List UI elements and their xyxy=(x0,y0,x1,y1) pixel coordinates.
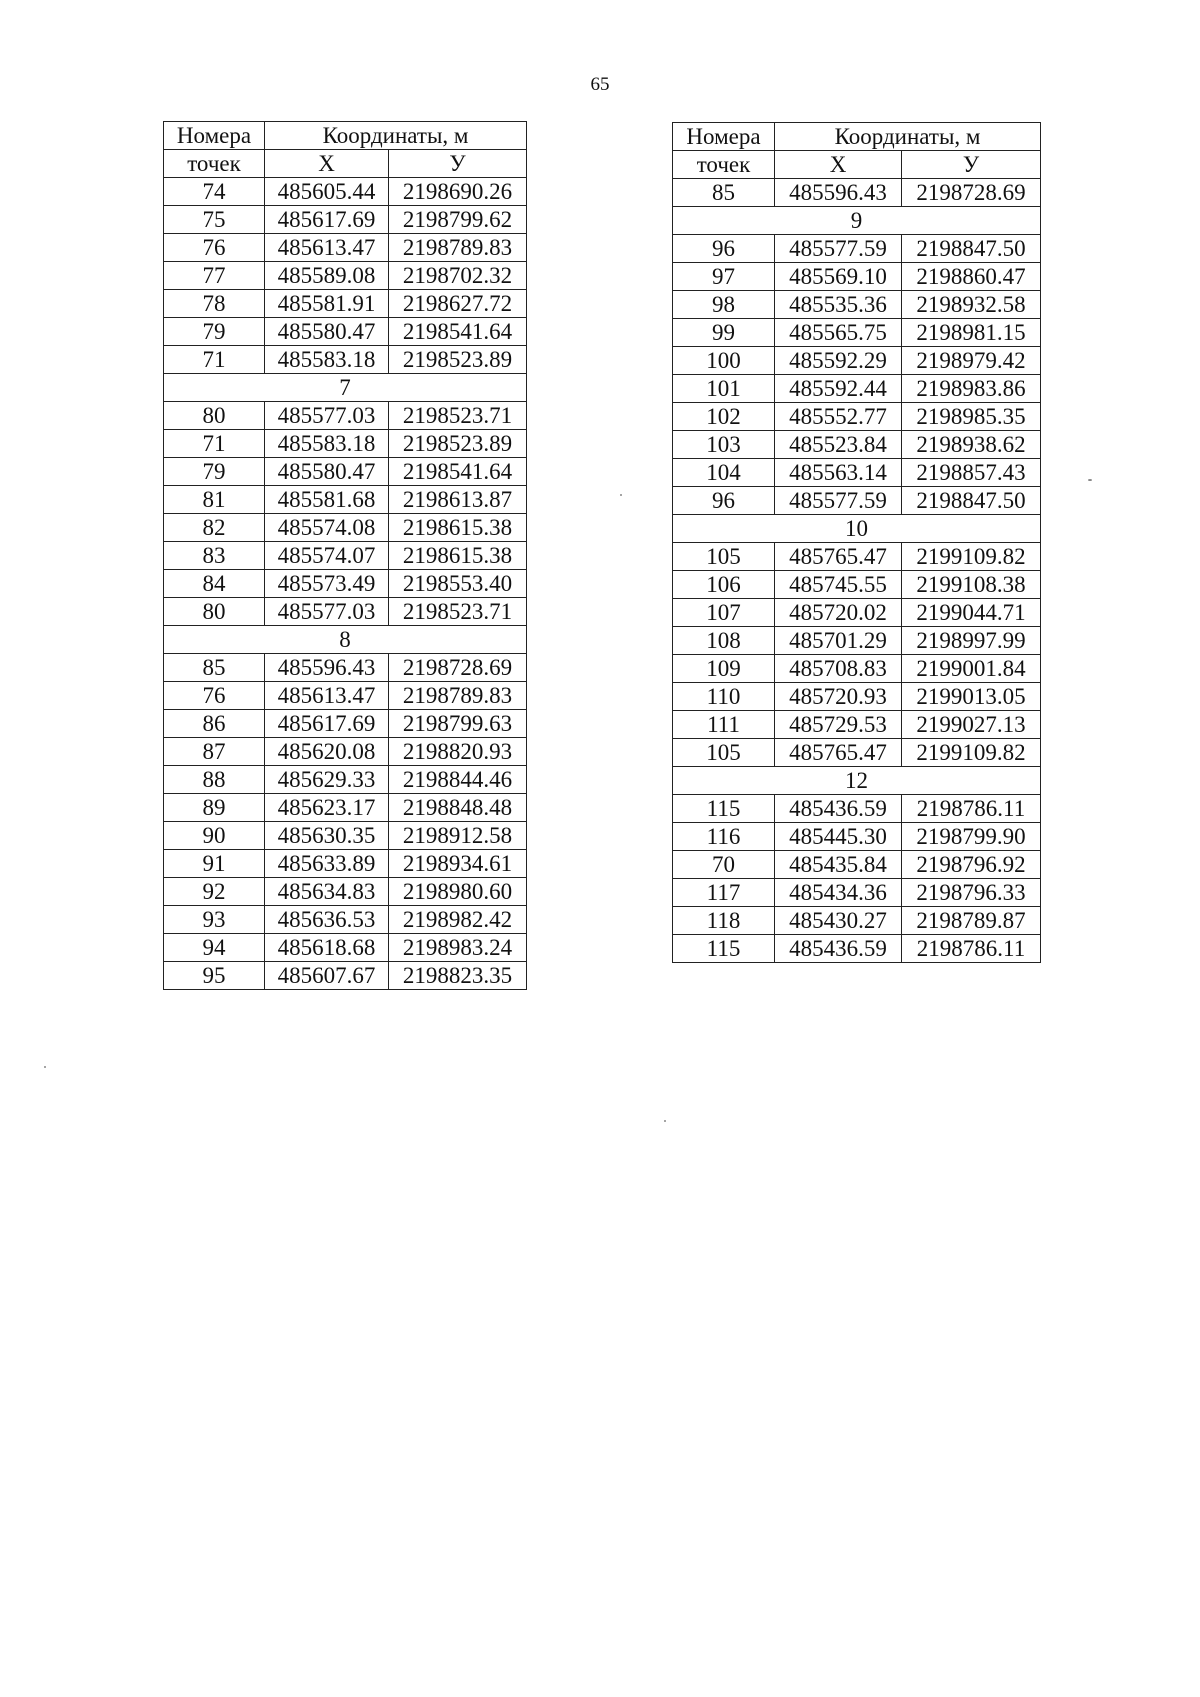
group-header-row xyxy=(164,374,527,402)
y-coordinate-cell: 2199108.38 xyxy=(902,571,1041,599)
table-header-row xyxy=(164,150,527,178)
point-number-cell: 89 xyxy=(164,794,265,822)
x-coordinate-cell: 485435.84 xyxy=(775,851,902,879)
point-number-cell: 102 xyxy=(673,403,775,431)
header-coordinates-label: Координаты, м xyxy=(265,122,527,150)
y-coordinate-cell: 2199044.71 xyxy=(902,599,1041,627)
x-coordinate-cell: 485617.69 xyxy=(265,206,389,234)
table-row xyxy=(164,738,527,766)
y-coordinate-cell: 2198997.99 xyxy=(902,627,1041,655)
point-number-cell: 86 xyxy=(164,710,265,738)
y-coordinate-cell: 2198820.93 xyxy=(389,738,527,766)
y-coordinate-cell: 2198786.11 xyxy=(902,935,1041,963)
x-coordinate-cell: 485605.44 xyxy=(265,178,389,206)
y-coordinate-cell: 2199001.84 xyxy=(902,655,1041,683)
x-coordinate-cell: 485436.59 xyxy=(775,935,902,963)
y-coordinate-cell: 2198980.60 xyxy=(389,878,527,906)
table-row xyxy=(164,234,527,262)
point-number-cell: 103 xyxy=(673,431,775,459)
y-coordinate-cell: 2198982.42 xyxy=(389,906,527,934)
table-row xyxy=(164,514,527,542)
x-coordinate-cell: 485574.07 xyxy=(265,542,389,570)
y-coordinate-cell: 2198789.87 xyxy=(902,907,1041,935)
y-coordinate-cell: 2198983.24 xyxy=(389,934,527,962)
x-coordinate-cell: 485569.10 xyxy=(775,263,902,291)
y-coordinate-cell: 2198844.46 xyxy=(389,766,527,794)
table-row xyxy=(164,878,527,906)
y-coordinate-cell: 2198981.15 xyxy=(902,319,1041,347)
x-coordinate-cell: 485552.77 xyxy=(775,403,902,431)
x-coordinate-cell: 485445.30 xyxy=(775,823,902,851)
x-coordinate-cell: 485573.49 xyxy=(265,570,389,598)
table-row xyxy=(673,291,1041,319)
point-number-cell: 76 xyxy=(164,682,265,710)
y-coordinate-cell: 2198786.11 xyxy=(902,795,1041,823)
scan-speck xyxy=(1088,479,1092,481)
point-number-cell: 90 xyxy=(164,822,265,850)
point-number-cell: 84 xyxy=(164,570,265,598)
point-number-cell: 105 xyxy=(673,543,775,571)
coordinates-table-left xyxy=(163,121,527,990)
x-coordinate-cell: 485577.59 xyxy=(775,235,902,263)
x-coordinate-cell: 485630.35 xyxy=(265,822,389,850)
scan-speck xyxy=(620,494,622,496)
group-header-row xyxy=(673,515,1041,543)
x-coordinate-cell: 485574.08 xyxy=(265,514,389,542)
table-row xyxy=(673,683,1041,711)
group-label: 9 xyxy=(673,207,1041,235)
x-coordinate-cell: 485607.67 xyxy=(265,962,389,990)
table-row xyxy=(673,263,1041,291)
table-row xyxy=(673,403,1041,431)
point-number-cell: 71 xyxy=(164,430,265,458)
x-coordinate-cell: 485589.08 xyxy=(265,262,389,290)
x-coordinate-cell: 485708.83 xyxy=(775,655,902,683)
point-number-cell: 111 xyxy=(673,711,775,739)
header-x-label: Х xyxy=(775,151,902,179)
table-row xyxy=(673,935,1041,963)
page-number: 65 xyxy=(590,74,610,95)
y-coordinate-cell: 2198615.38 xyxy=(389,514,527,542)
x-coordinate-cell: 485581.68 xyxy=(265,486,389,514)
point-number-cell: 74 xyxy=(164,178,265,206)
point-number-cell: 96 xyxy=(673,235,775,263)
table-row xyxy=(164,794,527,822)
y-coordinate-cell: 2198553.40 xyxy=(389,570,527,598)
table-row xyxy=(164,178,527,206)
table-row xyxy=(164,542,527,570)
x-coordinate-cell: 485613.47 xyxy=(265,682,389,710)
x-coordinate-cell: 485720.02 xyxy=(775,599,902,627)
y-coordinate-cell: 2198983.86 xyxy=(902,375,1041,403)
table-row xyxy=(673,375,1041,403)
table-row xyxy=(673,319,1041,347)
point-number-cell: 95 xyxy=(164,962,265,990)
y-coordinate-cell: 2198523.71 xyxy=(389,598,527,626)
y-coordinate-cell: 2198523.89 xyxy=(389,430,527,458)
point-number-cell: 83 xyxy=(164,542,265,570)
x-coordinate-cell: 485765.47 xyxy=(775,739,902,767)
group-label: 7 xyxy=(164,374,527,402)
table-row xyxy=(673,907,1041,935)
x-coordinate-cell: 485592.44 xyxy=(775,375,902,403)
x-coordinate-cell: 485565.75 xyxy=(775,319,902,347)
x-coordinate-cell: 485620.08 xyxy=(265,738,389,766)
x-coordinate-cell: 485596.43 xyxy=(265,654,389,682)
point-number-cell: 115 xyxy=(673,795,775,823)
x-coordinate-cell: 485581.91 xyxy=(265,290,389,318)
header-x-label: Х xyxy=(265,150,389,178)
x-coordinate-cell: 485634.83 xyxy=(265,878,389,906)
y-coordinate-cell: 2198860.47 xyxy=(902,263,1041,291)
point-number-cell: 118 xyxy=(673,907,775,935)
y-coordinate-cell: 2198615.38 xyxy=(389,542,527,570)
y-coordinate-cell: 2198789.83 xyxy=(389,234,527,262)
coordinates-table-right xyxy=(672,122,1041,963)
x-coordinate-cell: 485577.59 xyxy=(775,487,902,515)
x-coordinate-cell: 485430.27 xyxy=(775,907,902,935)
point-number-cell: 93 xyxy=(164,906,265,934)
y-coordinate-cell: 2198799.63 xyxy=(389,710,527,738)
group-header-row xyxy=(164,626,527,654)
y-coordinate-cell: 2198799.90 xyxy=(902,823,1041,851)
table-row xyxy=(673,627,1041,655)
point-number-cell: 81 xyxy=(164,486,265,514)
x-coordinate-cell: 485596.43 xyxy=(775,179,902,207)
point-number-cell: 76 xyxy=(164,234,265,262)
table-row xyxy=(164,570,527,598)
group-label: 12 xyxy=(673,767,1041,795)
table-row xyxy=(164,822,527,850)
point-number-cell: 77 xyxy=(164,262,265,290)
y-coordinate-cell: 2198728.69 xyxy=(902,179,1041,207)
table-row xyxy=(673,571,1041,599)
point-number-cell: 87 xyxy=(164,738,265,766)
x-coordinate-cell: 485436.59 xyxy=(775,795,902,823)
table-row xyxy=(673,851,1041,879)
point-number-cell: 115 xyxy=(673,935,775,963)
table-row xyxy=(673,739,1041,767)
x-coordinate-cell: 485523.84 xyxy=(775,431,902,459)
x-coordinate-cell: 485636.53 xyxy=(265,906,389,934)
table-header-row xyxy=(673,151,1041,179)
table-row xyxy=(164,402,527,430)
table-body xyxy=(164,178,527,990)
x-coordinate-cell: 485729.53 xyxy=(775,711,902,739)
y-coordinate-cell: 2199109.82 xyxy=(902,543,1041,571)
y-coordinate-cell: 2198848.48 xyxy=(389,794,527,822)
header-points-label: точек xyxy=(673,151,775,179)
x-coordinate-cell: 485577.03 xyxy=(265,402,389,430)
table-row xyxy=(164,934,527,962)
x-coordinate-cell: 485563.14 xyxy=(775,459,902,487)
group-label: 10 xyxy=(673,515,1041,543)
table-row xyxy=(164,430,527,458)
scan-speck xyxy=(44,1066,46,1068)
x-coordinate-cell: 485577.03 xyxy=(265,598,389,626)
x-coordinate-cell: 485583.18 xyxy=(265,430,389,458)
table-row xyxy=(164,766,527,794)
x-coordinate-cell: 485583.18 xyxy=(265,346,389,374)
point-number-cell: 91 xyxy=(164,850,265,878)
y-coordinate-cell: 2198847.50 xyxy=(902,487,1041,515)
y-coordinate-cell: 2199013.05 xyxy=(902,683,1041,711)
point-number-cell: 98 xyxy=(673,291,775,319)
point-number-cell: 88 xyxy=(164,766,265,794)
y-coordinate-cell: 2198932.58 xyxy=(902,291,1041,319)
y-coordinate-cell: 2198985.35 xyxy=(902,403,1041,431)
point-number-cell: 105 xyxy=(673,739,775,767)
point-number-cell: 108 xyxy=(673,627,775,655)
point-number-cell: 99 xyxy=(673,319,775,347)
x-coordinate-cell: 485434.36 xyxy=(775,879,902,907)
y-coordinate-cell: 2198613.87 xyxy=(389,486,527,514)
y-coordinate-cell: 2198938.62 xyxy=(902,431,1041,459)
table-row xyxy=(673,823,1041,851)
table-row xyxy=(164,682,527,710)
table-row xyxy=(673,235,1041,263)
y-coordinate-cell: 2198912.58 xyxy=(389,822,527,850)
x-coordinate-cell: 485617.69 xyxy=(265,710,389,738)
table-row xyxy=(673,459,1041,487)
point-number-cell: 107 xyxy=(673,599,775,627)
y-coordinate-cell: 2198728.69 xyxy=(389,654,527,682)
y-coordinate-cell: 2198799.62 xyxy=(389,206,527,234)
point-number-cell: 101 xyxy=(673,375,775,403)
y-coordinate-cell: 2198541.64 xyxy=(389,318,527,346)
y-coordinate-cell: 2198523.89 xyxy=(389,346,527,374)
table-row xyxy=(673,487,1041,515)
point-number-cell: 79 xyxy=(164,318,265,346)
point-number-cell: 97 xyxy=(673,263,775,291)
table-row xyxy=(164,346,527,374)
point-number-cell: 71 xyxy=(164,346,265,374)
scan-speck xyxy=(664,1120,666,1122)
header-y-label: У xyxy=(389,150,527,178)
y-coordinate-cell: 2198789.83 xyxy=(389,682,527,710)
point-number-cell: 104 xyxy=(673,459,775,487)
header-coordinates-label: Координаты, м xyxy=(775,123,1041,151)
point-number-cell: 85 xyxy=(673,179,775,207)
y-coordinate-cell: 2198934.61 xyxy=(389,850,527,878)
table-row xyxy=(164,318,527,346)
x-coordinate-cell: 485720.93 xyxy=(775,683,902,711)
table-row xyxy=(164,962,527,990)
group-label: 8 xyxy=(164,626,527,654)
x-coordinate-cell: 485580.47 xyxy=(265,318,389,346)
x-coordinate-cell: 485765.47 xyxy=(775,543,902,571)
x-coordinate-cell: 485701.29 xyxy=(775,627,902,655)
table-row xyxy=(164,290,527,318)
table-row xyxy=(673,795,1041,823)
header-points-label: точек xyxy=(164,150,265,178)
point-number-cell: 110 xyxy=(673,683,775,711)
y-coordinate-cell: 2198523.71 xyxy=(389,402,527,430)
x-coordinate-cell: 485623.17 xyxy=(265,794,389,822)
table-row xyxy=(164,206,527,234)
y-coordinate-cell: 2198690.26 xyxy=(389,178,527,206)
table-body xyxy=(673,179,1041,963)
table-row xyxy=(164,598,527,626)
y-coordinate-cell: 2198857.43 xyxy=(902,459,1041,487)
point-number-cell: 92 xyxy=(164,878,265,906)
x-coordinate-cell: 485618.68 xyxy=(265,934,389,962)
table-row xyxy=(164,850,527,878)
y-coordinate-cell: 2198796.33 xyxy=(902,879,1041,907)
x-coordinate-cell: 485745.55 xyxy=(775,571,902,599)
table-row xyxy=(673,179,1041,207)
point-number-cell: 80 xyxy=(164,598,265,626)
point-number-cell: 94 xyxy=(164,934,265,962)
table-row xyxy=(164,654,527,682)
table-row xyxy=(164,486,527,514)
y-coordinate-cell: 2198847.50 xyxy=(902,235,1041,263)
point-number-cell: 116 xyxy=(673,823,775,851)
y-coordinate-cell: 2198823.35 xyxy=(389,962,527,990)
y-coordinate-cell: 2199027.13 xyxy=(902,711,1041,739)
table-header-row xyxy=(164,122,527,150)
point-number-cell: 100 xyxy=(673,347,775,375)
header-points-label: Номера xyxy=(164,122,265,150)
header-points-label: Номера xyxy=(673,123,775,151)
y-coordinate-cell: 2198702.32 xyxy=(389,262,527,290)
point-number-cell: 96 xyxy=(673,487,775,515)
table-row xyxy=(673,431,1041,459)
x-coordinate-cell: 485629.33 xyxy=(265,766,389,794)
y-coordinate-cell: 2198979.42 xyxy=(902,347,1041,375)
x-coordinate-cell: 485592.29 xyxy=(775,347,902,375)
x-coordinate-cell: 485633.89 xyxy=(265,850,389,878)
y-coordinate-cell: 2198541.64 xyxy=(389,458,527,486)
table-row xyxy=(673,347,1041,375)
point-number-cell: 82 xyxy=(164,514,265,542)
table-row xyxy=(673,711,1041,739)
table-row xyxy=(164,710,527,738)
point-number-cell: 78 xyxy=(164,290,265,318)
table-row xyxy=(673,655,1041,683)
point-number-cell: 75 xyxy=(164,206,265,234)
group-header-row xyxy=(673,207,1041,235)
table-row xyxy=(673,879,1041,907)
table-row xyxy=(673,543,1041,571)
point-number-cell: 70 xyxy=(673,851,775,879)
table-row xyxy=(164,262,527,290)
point-number-cell: 117 xyxy=(673,879,775,907)
point-number-cell: 79 xyxy=(164,458,265,486)
table-row xyxy=(673,599,1041,627)
table-row xyxy=(164,458,527,486)
table-header-row xyxy=(673,123,1041,151)
x-coordinate-cell: 485613.47 xyxy=(265,234,389,262)
point-number-cell: 106 xyxy=(673,571,775,599)
x-coordinate-cell: 485535.36 xyxy=(775,291,902,319)
y-coordinate-cell: 2199109.82 xyxy=(902,739,1041,767)
group-header-row xyxy=(673,767,1041,795)
table-row xyxy=(164,906,527,934)
point-number-cell: 80 xyxy=(164,402,265,430)
point-number-cell: 109 xyxy=(673,655,775,683)
header-y-label: У xyxy=(902,151,1041,179)
y-coordinate-cell: 2198627.72 xyxy=(389,290,527,318)
x-coordinate-cell: 485580.47 xyxy=(265,458,389,486)
point-number-cell: 85 xyxy=(164,654,265,682)
y-coordinate-cell: 2198796.92 xyxy=(902,851,1041,879)
